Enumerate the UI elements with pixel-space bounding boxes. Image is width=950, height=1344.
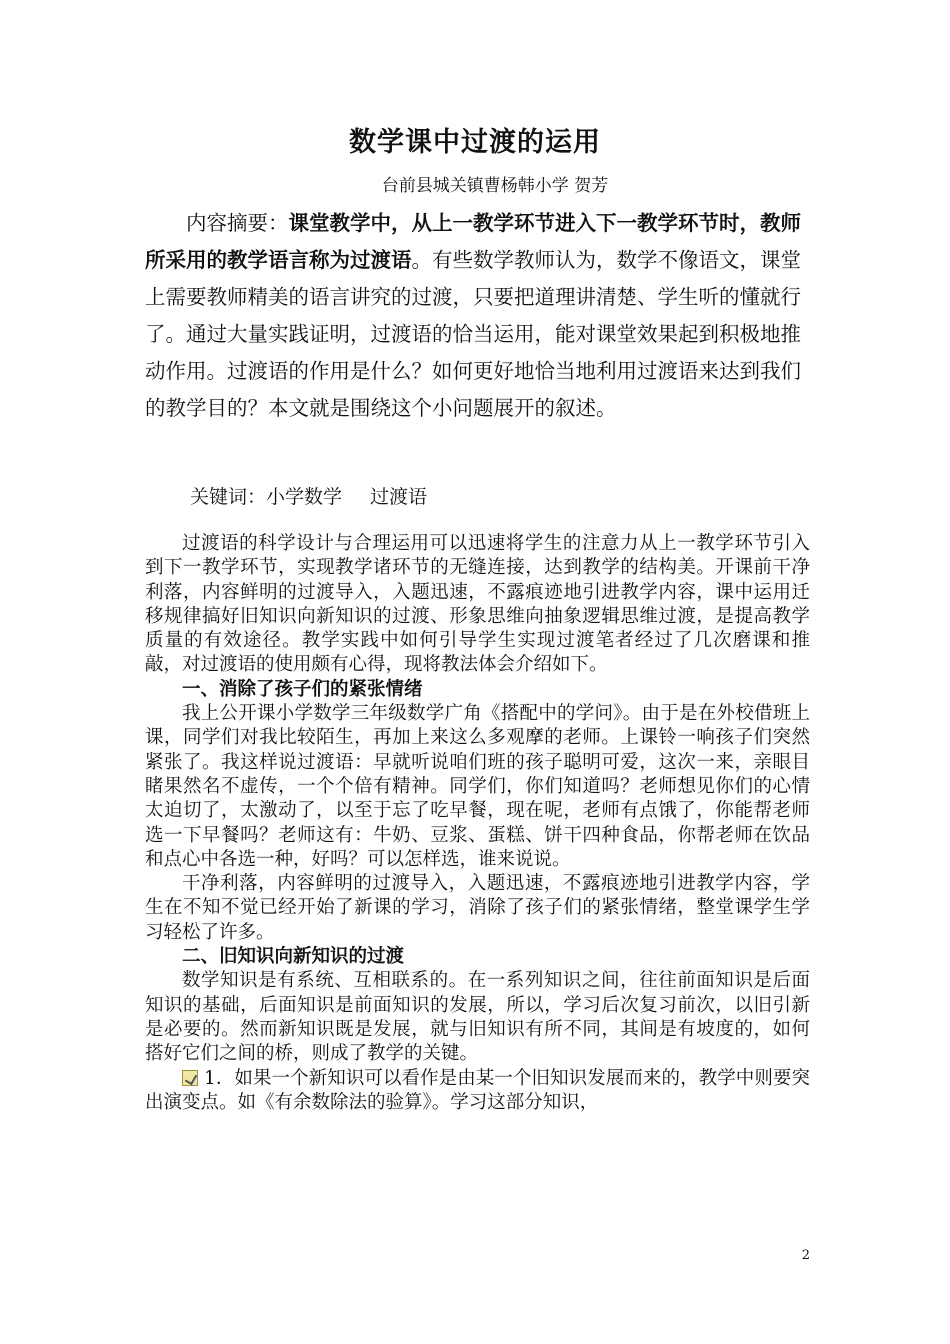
document-title: 数学课中过渡的运用 (349, 127, 601, 158)
intro-paragraph: 过渡语的科学设计与合理运用可以迅速将学生的注意力从上一教学环节引入到下一教学环节，实现教学诸环节的无缝连接，达到教学的结构美。开课前干净利落，内容鲜明的过渡导入，入题迅速，不露痕迹地引进教学内容，课中运用迁移规律搞好旧知识向新知识的过渡、形象思维向抽象逻辑思维过渡，是提高教学质量的有效途径。教学实践中如何引导学生实现过渡笔者经过了几次磨课和推敲，对过渡语的使用颇有心得，现将教法体会介绍如下。 (145, 533, 810, 676)
abstract-bold-text: 课堂教学中，从上一教学环节进入下一教学环节时，教师所采用的教学语言称为过渡语 (145, 211, 801, 272)
section-heading-1: 一、消除了孩子们的紧张情绪 (182, 678, 423, 700)
document-body (145, 532, 810, 1115)
paragraph: 数学知识是有系统、互相联系的。在一系列知识之间，往往前面知识是后面知识的基础，后面知识是前面知识的发展，所以，学习后次复习前次，以旧引新是必要的。然而新知识既是发展，就与旧知识有所不同，其间是有坡度的，如何搭好它们之间的桥，则成了教学的关键。 (145, 970, 810, 1065)
author-byline: 台前县城关镇曹杨韩小学 贺芳 (381, 176, 609, 196)
keywords (190, 482, 810, 509)
keywords-label: 关键词： (190, 486, 267, 508)
abstract-label: 内容摘要： (186, 211, 289, 235)
paragraph: 我上公开课小学数学三年级数学广角《搭配中的学问》。由于是在外校借班上课，同学们对我比较陌生，再加上来这么多观摩的老师。上课铃一响孩子们突然紧张了。我这样说过渡语：早就听说咱们班的孩子聪明可爱，这次一来，亲眼目睹果然名不虚传，一个个倍有精神。同学们，你们知道吗？老师想见你们的心情太迫切了，太激动了，以至于忘了吃早餐，现在呢，老师有点饿了，你能帮老师选一下早餐吗？老师这有：牛奶、豆浆、蛋糕、饼干四种食品，你帮老师在饮品和点心中各选一种，好吗？可以怎样选，谁来说说。 (145, 703, 810, 870)
paragraph-text: 1．如果一个新知识可以看作是由某一个旧知识发展而来的，教学中则要突出演变点。如《有余数除法的验算》。学习这部分知识， (145, 1067, 810, 1113)
section-heading-2: 二、旧知识向新知识的过渡 (182, 946, 405, 968)
keyword: 小学数学 (266, 486, 343, 508)
page-number: 2 (801, 1248, 810, 1263)
abstract-text: 。有些数学教师认为，数学不像语文，课堂上需要教师精美的语言讲究的过渡，只要把道理讲清楚、学生听的懂就行了。通过大量实践证明，过渡语的恰当运用，能对课堂效果起到积极地推动作用。过渡语的作用是什么？如何更好地恰当地利用过渡语来达到我们的教学目的？本文就是围绕这个小问题展开的叙述。 (145, 248, 801, 420)
paragraph: 干净利落，内容鲜明的过渡导入，入题迅速，不露痕迹地引进教学内容，学生在不知不觉已经开始了新课的学习，消除了孩子们的紧张情绪，整堂课学生学习轻松了许多。 (145, 873, 810, 943)
annotation-marker-icon[interactable] (182, 1070, 198, 1086)
paragraph-with-marker (145, 1067, 810, 1116)
abstract (145, 205, 810, 427)
keyword: 过渡语 (370, 486, 428, 508)
